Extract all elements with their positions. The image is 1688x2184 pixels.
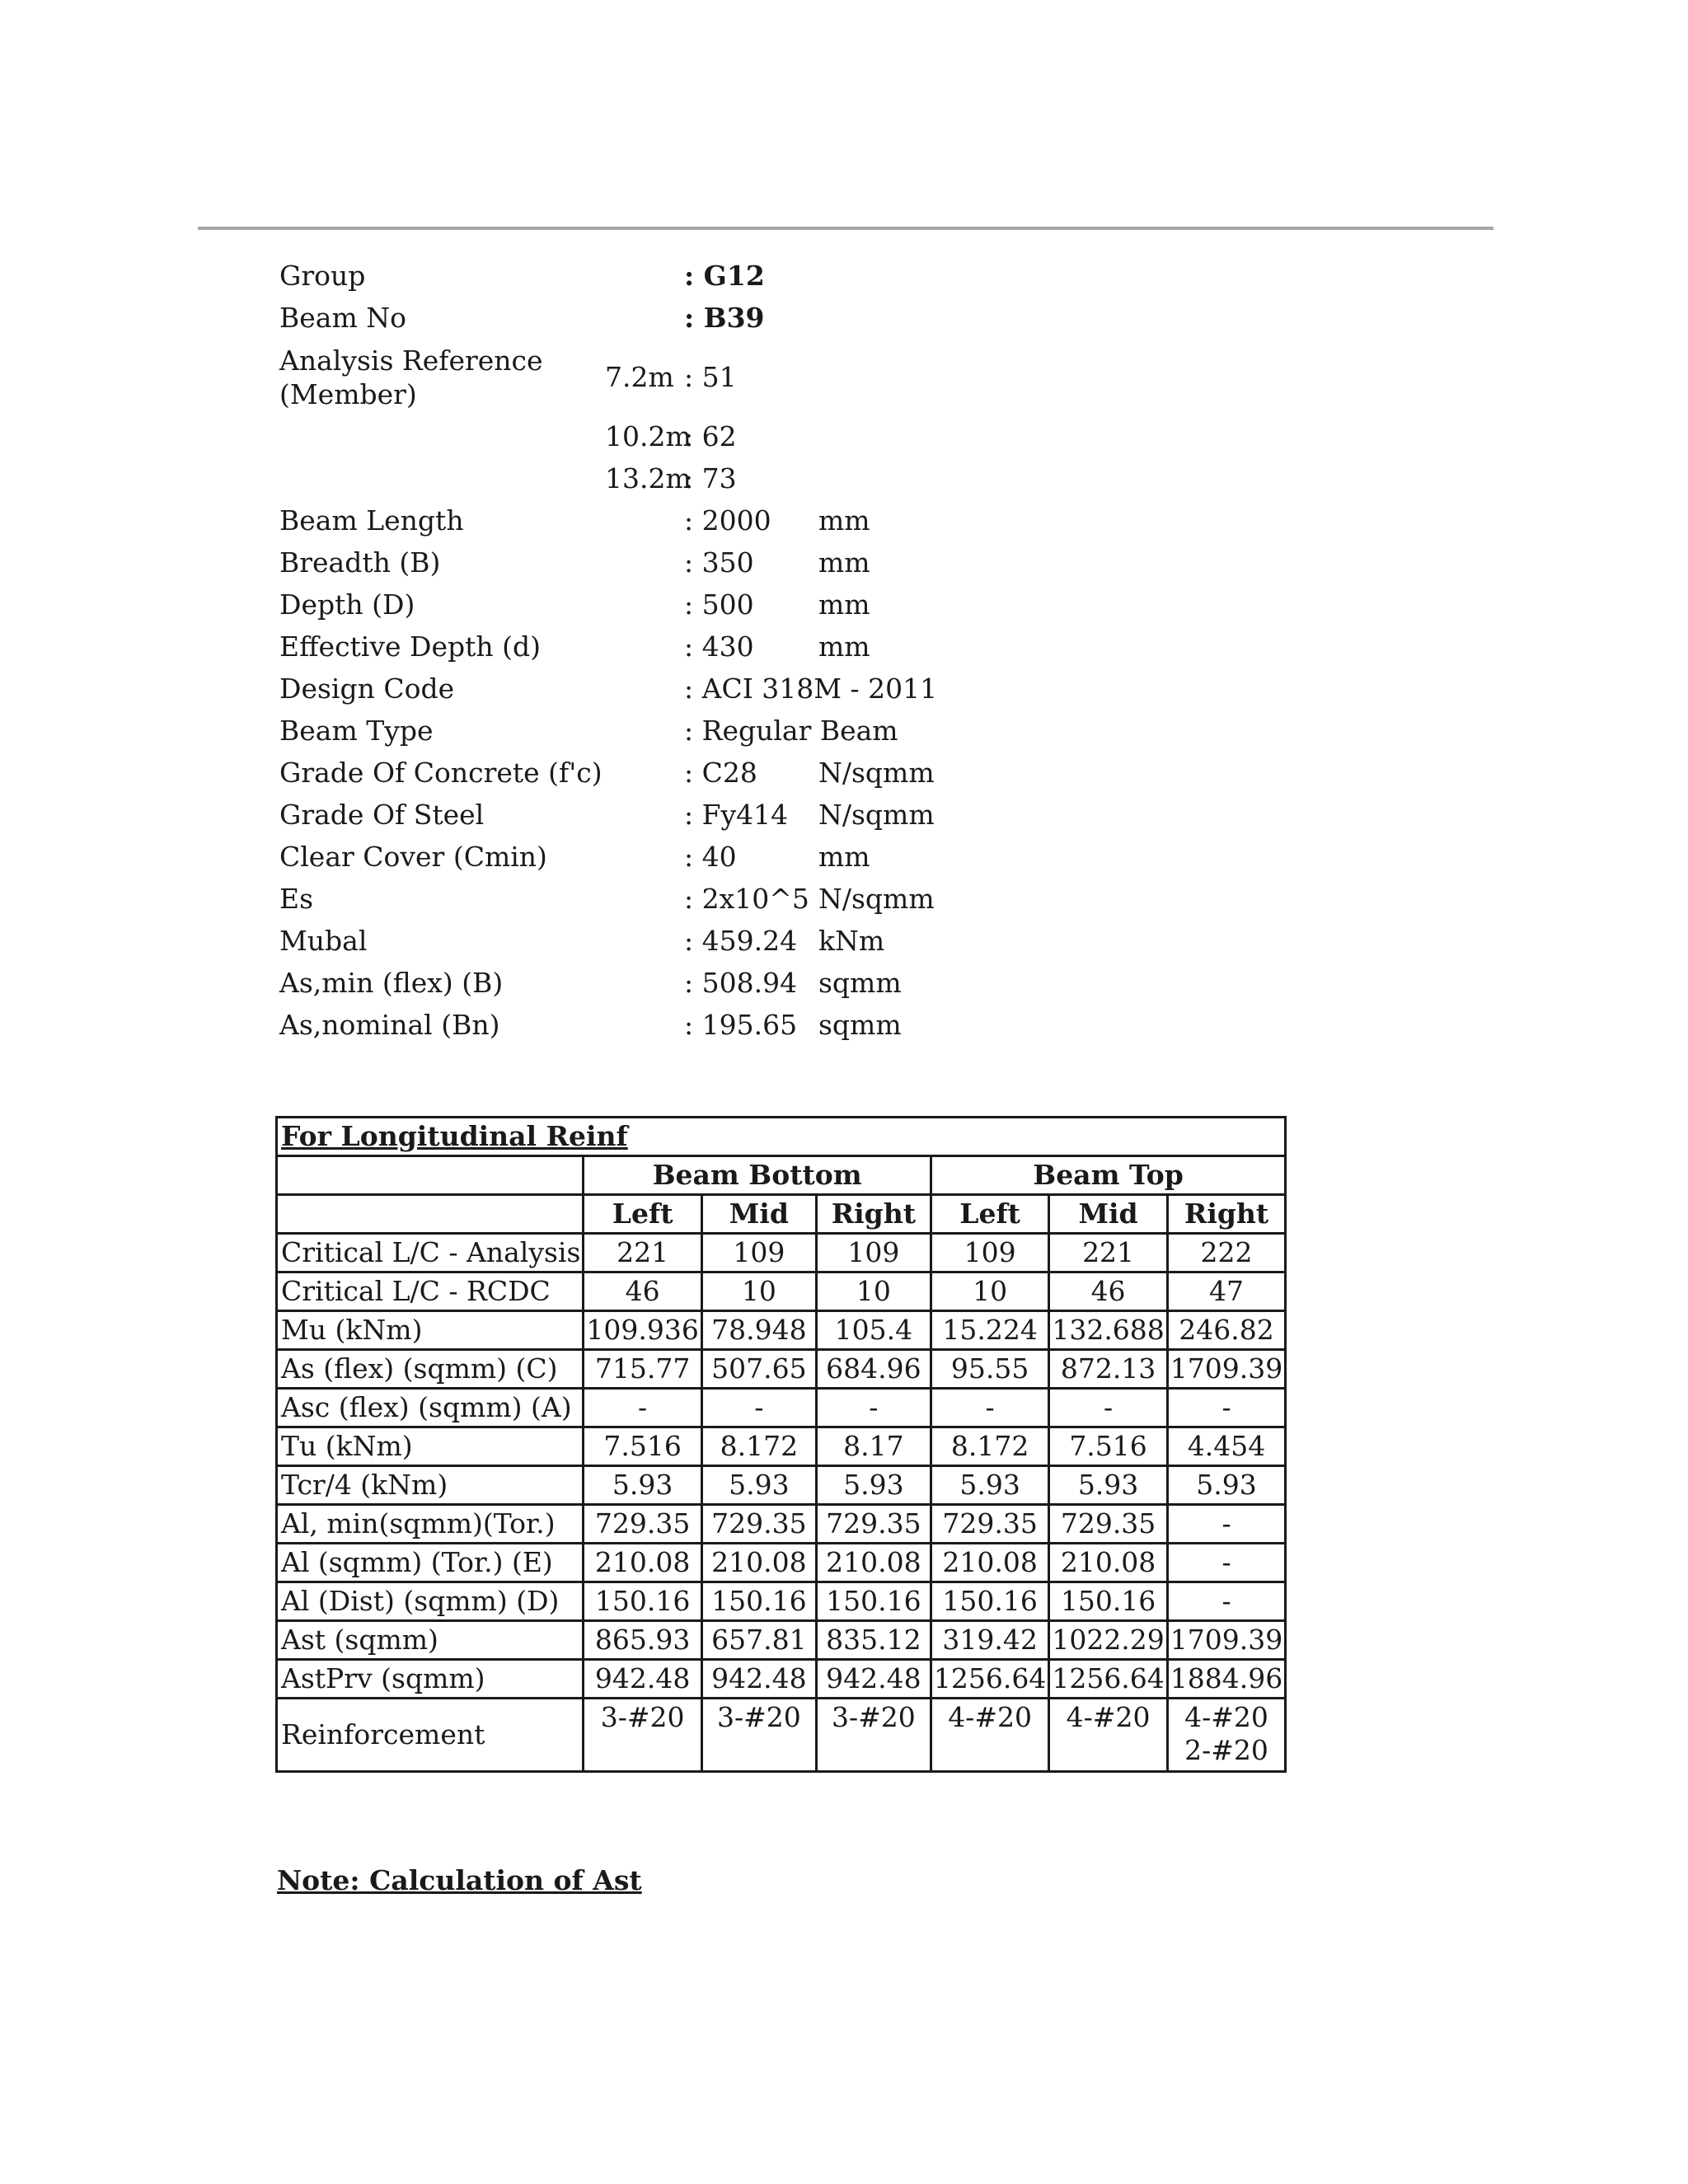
property-value: : 508.94 xyxy=(684,967,798,999)
property-label: Beam Type xyxy=(279,715,434,747)
table-cell: - xyxy=(1167,1582,1285,1621)
table-cell: 10 xyxy=(701,1272,816,1311)
property-value: : C28 xyxy=(684,757,757,789)
property-value: : 459.24 xyxy=(684,925,798,957)
table-cell: 78.948 xyxy=(701,1311,816,1350)
property-label: As,min (flex) (B) xyxy=(279,967,504,999)
table-cell: 1022.29 xyxy=(1049,1621,1167,1660)
row-label: Tcr/4 (kNm) xyxy=(277,1466,584,1505)
beam-bottom-header: Beam Bottom xyxy=(584,1156,931,1195)
table-cell: 210.08 xyxy=(931,1544,1048,1582)
property-unit: sqmm xyxy=(818,967,902,999)
property-unit: mm xyxy=(818,588,870,621)
table-cell xyxy=(931,1699,1048,1772)
row-label: Ast (sqmm) xyxy=(277,1621,584,1660)
table-cell: 4.454 xyxy=(1167,1427,1285,1466)
table-row xyxy=(277,1311,1286,1350)
row-label: Reinforcement xyxy=(277,1699,584,1772)
analysis-ref-label-line2: (Member) xyxy=(279,378,417,410)
table-cell: 150.16 xyxy=(1049,1582,1167,1621)
property-value: : 2000 xyxy=(684,504,771,537)
table-cell: 729.35 xyxy=(931,1505,1048,1544)
analysis-ref-level: 13.2m xyxy=(605,462,692,494)
table-cell: 865.93 xyxy=(584,1621,701,1660)
table-row xyxy=(277,1389,1286,1427)
property-unit: sqmm xyxy=(818,1009,902,1041)
table-cell: - xyxy=(1167,1544,1285,1582)
table-cell: 7.516 xyxy=(584,1427,701,1466)
table-cell: 150.16 xyxy=(584,1582,701,1621)
table-cell: 1709.39 xyxy=(1167,1621,1285,1660)
table-cell: 150.16 xyxy=(701,1582,816,1621)
table-cell: 46 xyxy=(1049,1272,1167,1311)
table-cell: 10 xyxy=(931,1272,1048,1311)
property-unit: mm xyxy=(818,630,870,663)
table-row xyxy=(277,1621,1286,1660)
row-label: Critical L/C - RCDC xyxy=(277,1272,584,1311)
table-cell: 10 xyxy=(816,1272,931,1311)
table-cell: 8.172 xyxy=(931,1427,1048,1466)
property-value: : 40 xyxy=(684,841,737,873)
table-cell: 942.48 xyxy=(584,1660,701,1699)
table-cell: - xyxy=(701,1389,816,1427)
table-cell: - xyxy=(1167,1505,1285,1544)
longitudinal-reinf-table xyxy=(275,1116,1287,1773)
table-cell: 729.35 xyxy=(701,1505,816,1544)
property-value: : 500 xyxy=(684,588,754,621)
table-cell: 684.96 xyxy=(816,1350,931,1389)
table-cell: 8.172 xyxy=(701,1427,816,1466)
table-cell: 5.93 xyxy=(1049,1466,1167,1505)
table-cell: 221 xyxy=(1049,1234,1167,1272)
table-cell: 1256.64 xyxy=(931,1660,1048,1699)
property-value: : 2x10^5 xyxy=(684,883,809,915)
row-label: Critical L/C - Analysis xyxy=(277,1234,584,1272)
table-cell: 5.93 xyxy=(931,1466,1048,1505)
table-row xyxy=(277,1427,1286,1466)
table-cell: 15.224 xyxy=(931,1311,1048,1350)
table-cell: 1256.64 xyxy=(1049,1660,1167,1699)
table-cell xyxy=(701,1699,816,1772)
column-header: Left xyxy=(584,1195,701,1234)
property-label: Clear Cover (Cmin) xyxy=(279,841,547,873)
bar-spec: 4-#20 xyxy=(1066,1701,1151,1733)
table-cell: - xyxy=(816,1389,931,1427)
property-label: Depth (D) xyxy=(279,588,415,621)
property-unit: mm xyxy=(818,546,870,579)
table-cell: 210.08 xyxy=(816,1544,931,1582)
analysis-ref-level: 10.2m xyxy=(605,420,692,452)
note-heading: Note: Calculation of Ast xyxy=(277,1864,642,1896)
table-cell: 5.93 xyxy=(701,1466,816,1505)
table-row xyxy=(277,1272,1286,1311)
group-value: : G12 xyxy=(684,260,765,292)
beam-top-header: Beam Top xyxy=(931,1156,1285,1195)
row-label: As (flex) (sqmm) (C) xyxy=(277,1350,584,1389)
analysis-ref-value: : 73 xyxy=(684,462,737,494)
table-cell: 109.936 xyxy=(584,1311,701,1350)
table-row xyxy=(277,1350,1286,1389)
bar-spec: 3-#20 xyxy=(716,1701,801,1733)
table-cell: 1884.96 xyxy=(1167,1660,1285,1699)
table-row xyxy=(277,1582,1286,1621)
table-cell: 221 xyxy=(584,1234,701,1272)
table-cell: 47 xyxy=(1167,1272,1285,1311)
table-cell: 210.08 xyxy=(701,1544,816,1582)
property-value: : 350 xyxy=(684,546,754,579)
table-row xyxy=(277,1505,1286,1544)
property-label: Breadth (B) xyxy=(279,546,441,579)
table-cell: 210.08 xyxy=(584,1544,701,1582)
table-cell xyxy=(816,1699,931,1772)
property-value: : Fy414 xyxy=(684,799,789,831)
property-label: Design Code xyxy=(279,673,455,705)
property-label: As,nominal (Bn) xyxy=(279,1009,500,1041)
sub-header-row xyxy=(277,1195,1286,1234)
table-cell: 246.82 xyxy=(1167,1311,1285,1350)
analysis-ref-value: : 62 xyxy=(684,420,737,452)
table-cell: 210.08 xyxy=(1049,1544,1167,1582)
property-label: Es xyxy=(279,883,314,915)
table-cell: 729.35 xyxy=(1049,1505,1167,1544)
property-value: : ACI 318M - 2011 xyxy=(684,673,938,705)
analysis-ref-value: : 51 xyxy=(684,361,737,393)
property-unit: kNm xyxy=(818,925,885,957)
property-value: : 430 xyxy=(684,630,754,663)
table-cell: 5.93 xyxy=(816,1466,931,1505)
table-row xyxy=(277,1466,1286,1505)
column-header: Right xyxy=(816,1195,931,1234)
table-cell: 729.35 xyxy=(816,1505,931,1544)
column-header: Right xyxy=(1167,1195,1285,1234)
table-cell: 132.688 xyxy=(1049,1311,1167,1350)
bar-spec: 3-#20 xyxy=(600,1701,685,1733)
table-cell: 150.16 xyxy=(816,1582,931,1621)
table-cell: - xyxy=(1167,1389,1285,1427)
property-value: : Regular Beam xyxy=(684,715,898,747)
table-cell: 8.17 xyxy=(816,1427,931,1466)
row-label: AstPrv (sqmm) xyxy=(277,1660,584,1699)
table-cell: 46 xyxy=(584,1272,701,1311)
table-cell xyxy=(1049,1699,1167,1772)
property-label: Grade Of Steel xyxy=(279,799,485,831)
table-cell: 1709.39 xyxy=(1167,1350,1285,1389)
table-row xyxy=(277,1544,1286,1582)
table-cell: 150.16 xyxy=(931,1582,1048,1621)
table-row xyxy=(277,1234,1286,1272)
top-rule xyxy=(198,227,1493,230)
table-cell: 109 xyxy=(816,1234,931,1272)
table-cell: 942.48 xyxy=(816,1660,931,1699)
group-header-row xyxy=(277,1156,1286,1195)
analysis-ref-label-line1: Analysis Reference xyxy=(279,344,543,377)
row-label: Asc (flex) (sqmm) (A) xyxy=(277,1389,584,1427)
bar-spec: 4-#20 xyxy=(1184,1701,1268,1733)
bar-spec: 3-#20 xyxy=(831,1701,916,1733)
property-unit: N/sqmm xyxy=(818,757,935,789)
table-cell xyxy=(584,1699,701,1772)
beam-no-value: : B39 xyxy=(684,302,765,334)
table-cell: 5.93 xyxy=(584,1466,701,1505)
property-unit: N/sqmm xyxy=(818,799,935,831)
table-cell: 109 xyxy=(701,1234,816,1272)
empty-cell xyxy=(277,1195,584,1234)
table-cell: 729.35 xyxy=(584,1505,701,1544)
table-cell: - xyxy=(931,1389,1048,1427)
column-header: Mid xyxy=(701,1195,816,1234)
table-cell: - xyxy=(1049,1389,1167,1427)
column-header: Mid xyxy=(1049,1195,1167,1234)
table-cell: 319.42 xyxy=(931,1621,1048,1660)
property-value: : 195.65 xyxy=(684,1009,798,1041)
row-label: Mu (kNm) xyxy=(277,1311,584,1350)
table-cell: 7.516 xyxy=(1049,1427,1167,1466)
table-cell: 105.4 xyxy=(816,1311,931,1350)
row-label: Al (Dist) (sqmm) (D) xyxy=(277,1582,584,1621)
property-label: Beam Length xyxy=(279,504,464,537)
reinforcement-row xyxy=(277,1699,1286,1772)
table-cell: 95.55 xyxy=(931,1350,1048,1389)
table-cell: 872.13 xyxy=(1049,1350,1167,1389)
empty-cell xyxy=(277,1156,584,1195)
table-cell: - xyxy=(584,1389,701,1427)
table-title-row xyxy=(277,1118,1286,1156)
bar-spec: 2-#20 xyxy=(1184,1734,1268,1766)
property-unit: mm xyxy=(818,504,870,537)
table-cell xyxy=(1167,1699,1285,1772)
row-label: Tu (kNm) xyxy=(277,1427,584,1466)
property-unit: mm xyxy=(818,841,870,873)
bar-spec: 4-#20 xyxy=(948,1701,1032,1733)
table-title: For Longitudinal Reinf xyxy=(277,1118,1286,1156)
column-header: Left xyxy=(931,1195,1048,1234)
analysis-ref-level: 7.2m xyxy=(605,361,674,393)
table-cell: 835.12 xyxy=(816,1621,931,1660)
property-unit: N/sqmm xyxy=(818,883,935,915)
table-cell: 657.81 xyxy=(701,1621,816,1660)
table-cell: 507.65 xyxy=(701,1350,816,1389)
table-cell: 109 xyxy=(931,1234,1048,1272)
table-cell: 715.77 xyxy=(584,1350,701,1389)
row-label: Al, min(sqmm)(Tor.) xyxy=(277,1505,584,1544)
table-row xyxy=(277,1660,1286,1699)
table-cell: 5.93 xyxy=(1167,1466,1285,1505)
table-cell: 942.48 xyxy=(701,1660,816,1699)
property-label: Grade Of Concrete (f'c) xyxy=(279,757,603,789)
group-label: Group xyxy=(279,260,366,292)
beam-no-label: Beam No xyxy=(279,302,406,334)
property-label: Mubal xyxy=(279,925,368,957)
property-label: Effective Depth (d) xyxy=(279,630,542,663)
table-cell: 222 xyxy=(1167,1234,1285,1272)
row-label: Al (sqmm) (Tor.) (E) xyxy=(277,1544,584,1582)
